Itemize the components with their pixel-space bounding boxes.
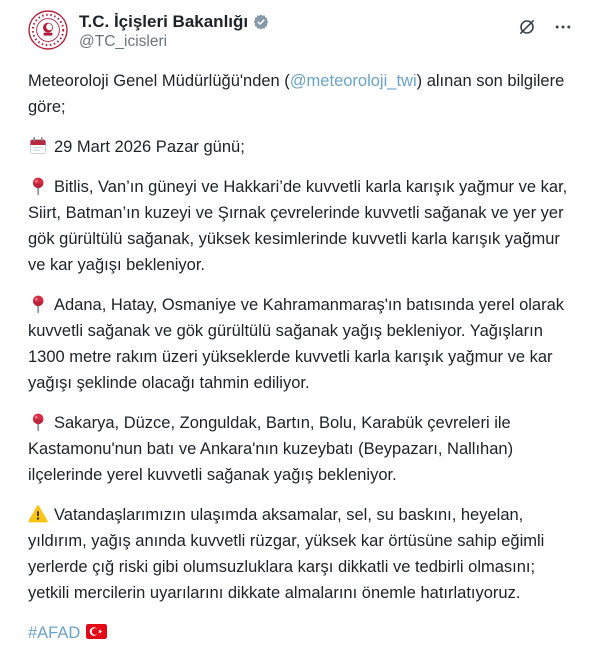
alert-paragraph	[28, 174, 573, 278]
date-text: 29 Mart 2026 Pazar günü;	[54, 138, 245, 156]
user-handle[interactable]: @TC_icisleri	[79, 33, 168, 50]
author-block	[79, 10, 270, 52]
profile-avatar-seal-icon[interactable]	[28, 10, 68, 50]
alert-text: Adana, Hatay, Osmaniye ve Kahramanmaraş'ın batısında yerel olarak kuvvetli sağanak ve gök gürültülü sağanak yağış bekleniyor. Yağışların 1300 metre rakım üzeri yükseklerde kuvvetli karla karışık yağmur ve kar yağışı şeklinde olacağı tahmin ediliyor.	[28, 296, 565, 392]
mention-link[interactable]: @meteoroloji_twi	[289, 72, 417, 90]
display-name[interactable]: T.C. İçişleri Bakanlığı	[79, 12, 249, 31]
pushpin-icon	[28, 412, 48, 432]
verified-badge-icon	[252, 13, 270, 31]
hashtag-link[interactable]: #AFAD	[28, 624, 81, 642]
intro-text-after: ) alınan son bilgilere göre;	[28, 72, 565, 116]
warning-icon	[28, 504, 48, 524]
alert-paragraph	[28, 410, 573, 488]
calendar-icon	[28, 136, 48, 156]
turkey-flag-icon	[86, 624, 107, 639]
pushpin-icon	[28, 294, 48, 314]
header-actions	[517, 10, 573, 37]
date-line	[28, 134, 573, 160]
alert-text: Bitlis, Van’ın güneyi ve Hakkari’de kuvvetli karla karışık yağmur ve kar, Siirt, Batman’ın kuzeyi ve Şırnak çevrelerinde kuvvetli sağanak ve yer yer gök gürültülü sağanak, yüksek kesimlerinde kuvvetli karla karışık yağmur ve kar yağışı bekleniyor.	[28, 178, 568, 274]
tweet-body	[28, 68, 573, 646]
footer-line	[28, 620, 573, 646]
intro-text-before: Meteoroloji Genel Müdürlüğü'nden (	[28, 72, 290, 90]
pushpin-icon	[28, 176, 48, 196]
alert-paragraph	[28, 292, 573, 396]
more-menu-icon[interactable]	[553, 17, 573, 37]
warning-text: Vatandaşlarımızın ulaşımda aksamalar, sel, su baskını, heyelan, yıldırım, yağış anında kuvvetli rüzgar, yüksek kar örtüsüne sahip eğimli yerlerde çığ riski gibi olumsuzluklara karşı dikkatli ve tedbirli olmasını; yetkili mercilerin uyarılarını dikkate almalarını önemle hatırlatıyoruz.	[28, 506, 545, 602]
alert-text: Sakarya, Düzce, Zonguldak, Bartın, Bolu, Karabük çevreleri ile Kastamonu'nun batı ve Ankara'nın kuzeybatı (Beypazarı, Nallıhan) ilçelerinde yerel kuvvetli sağanak yağış bekleniyor.	[28, 414, 514, 484]
warning-paragraph	[28, 502, 573, 606]
intro-paragraph	[28, 68, 573, 120]
grok-icon[interactable]	[517, 17, 537, 37]
tweet-header	[28, 10, 573, 52]
